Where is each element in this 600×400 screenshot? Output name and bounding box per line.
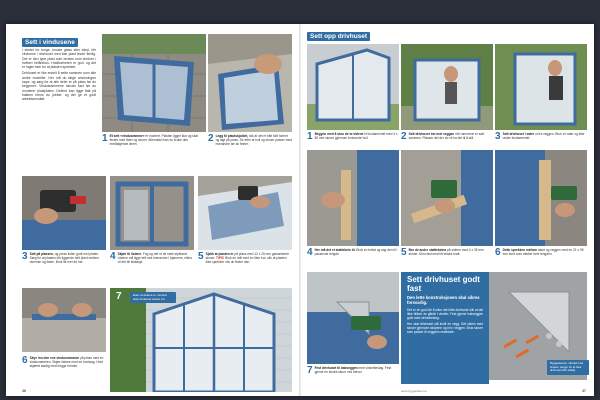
photo-cutting-strip — [22, 288, 106, 352]
step-caption: 3 Sett på plassen, og press listen godt mot platen. Sørg for at plasten blir liggende helt plant mellom rammen og listen. Bruk litt mer tid her. — [22, 251, 100, 264]
photo-frame-on-ground — [102, 34, 206, 132]
right-page — [301, 24, 594, 396]
page-number: 37 — [582, 389, 586, 393]
step-caption: 1 Et sett «vindusramme» er montert. Plasten ligger klar og skal festes med lister og skruer. Alternativt kan du bruke den medfølgende limen. — [102, 133, 198, 146]
photo-gap-board — [495, 150, 587, 246]
right-page-header: Sett opp drivhuset — [307, 32, 370, 41]
step-caption: 6 Dekk sprekken mellom taket og veggen med en 21 x 95 mm bord som dekker hele lengden. — [495, 247, 584, 258]
info-badge: Etter at delene er montert skal vinduene settes inn — [130, 292, 176, 303]
photo-moving-greenhouse — [401, 44, 493, 130]
left-page-header: Sett i vindusene — [22, 38, 78, 47]
photo-level-check — [495, 44, 587, 130]
step-caption: 7 Fest drivhuset til bakveggen med vinkelbeslag. Fest gjerne en ekstra skrue ved behov. — [307, 365, 392, 376]
left-page — [6, 24, 299, 396]
page-number: 36 — [22, 389, 26, 393]
step-caption: 2 Legg til plastskjoldet, slik at det er blitt fullt formet og lagt på plass. Se etter at hull og skruer passer med hverandre før du fester. — [208, 133, 292, 146]
step-number: 7 — [116, 291, 122, 302]
step-caption: 3 Sett drivhuset i vater ut fra veggen. Bruk et vater og kiler under fundamentet. — [495, 131, 585, 142]
info-box-subtitle: Den lette konstruksjonen skal sikres forsvarlig. — [407, 295, 480, 305]
magazine-spread — [6, 24, 594, 396]
website-url: www.byggeideer.no — [401, 389, 428, 393]
info-box-title: Sett drivhuset godt fast — [407, 275, 480, 293]
photo-plastic-sheet — [208, 34, 292, 132]
intro-paragraph: Drivhuset er like enkelt å sette sammen som alle andre modeller. Her må du følge anvisningen nøye, og sørg for at alle deler er på plass før du begynner. Vindusrammene skrues fast før du monterer plastplaten. Delene kan ligge flatt på bakken mens du jobber, og det gir et godt arbeidsresultat. — [22, 71, 96, 102]
info-box-paragraph: Her skal drivhuset stå inntil en vegg. Det sikres med skruer gjennom stolpene og inn i veggen. Bruk skruer som passer til veggens materiale. — [407, 322, 483, 334]
step-caption: 6 Skyv inn den ene vindusrammen på plass med en vindusrammen. Skjær listene med en bordsag. Hold skjæret stødig med begge hender. — [22, 355, 104, 368]
intro-paragraph: I stedet for tunge, knuste glass eller akryl, blir vinduene i drivhuset med klar plast levert ferdig. Det er den type plast som brukes som vinduer i hvilken helårshus. Holdbarheten er god, og det er ingen fare for at plasten sprekker. — [22, 48, 96, 70]
photo-screwing-plastic — [198, 176, 292, 250]
step-caption: 1 Begynn med å skru de to sidene til fundamentet med 4 x 50 mm skruer gjennom forborede hull. — [307, 131, 398, 142]
photo-angle-bracket — [307, 272, 399, 364]
info-box-body — [407, 308, 483, 334]
step-caption: 5 Sjekk at plasten er på plass med 12 x 25 mm galvaniserte skruer. TIPS! Bruk en drill med en liten bor, slik at plasten ikke sprekker når du fester den. — [198, 251, 290, 264]
left-intro-text — [22, 48, 96, 104]
photo-frame-assembly — [110, 176, 194, 250]
step-caption: 4 Her må det et støttebein til. Bruk en trelist og sag den til i passende lengde. — [307, 247, 398, 258]
photo-greenhouse-sides — [307, 44, 399, 130]
step-caption: 2 Sett drivhuset inn mot veggen når rammene er satt sammen. Plasser det der du vil ha det til å stå. — [401, 131, 484, 142]
photo-drill — [22, 176, 106, 250]
photo-support-leg — [307, 150, 399, 246]
photo-caption-badge: Byggesteinen, skrudd med festeet, sørger for at hele drivhuset står stødig. — [547, 360, 589, 375]
photo-greenhouse-finished — [110, 288, 292, 392]
info-box-paragraph: Det er en god idé å sikre det lette drivhuset slik at det ikke blåser av gårde i vinden. Fest gjerne bakveggen godt med vinkelbeslag. — [407, 308, 483, 320]
step-caption: 5 Bor de andre støttebeina på sidene med 4 x 35 mm skruer. Skru fast med litt ekstra kraft. — [401, 247, 484, 258]
step-caption: 4 Skjær til listene. Fog og rett ut de siste stykkene. Listene må ligge tett mot hverandre i hjørnene, ellers vil det bli lekkasje. — [110, 251, 192, 264]
info-box — [401, 272, 489, 384]
photo-drill-support — [401, 150, 493, 246]
